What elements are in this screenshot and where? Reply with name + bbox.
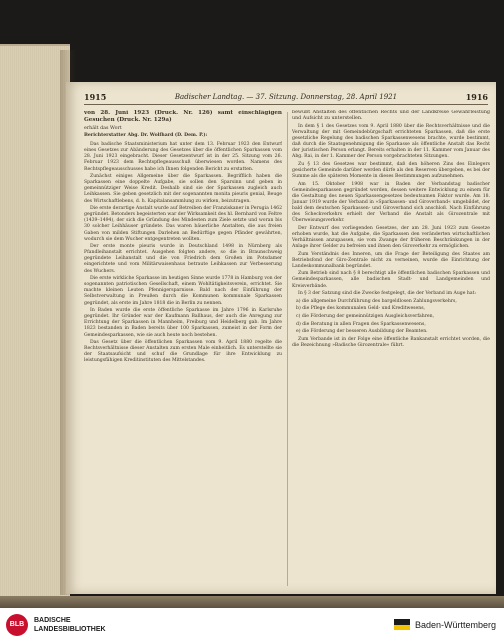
- blb-name: [34, 616, 106, 634]
- blb-name-line2: LANDESBIBLIOTHEK: [34, 625, 106, 633]
- document-page: [66, 82, 496, 594]
- bw-label: Baden-Württemberg: [414, 619, 496, 630]
- paragraph: Zum Betrieb sind nach § 8 berechtigt alle öffentlichen badischen Sparkassen und Gemeindesparkassen, alle badischen Stadt- und Landgemeinden und Kreisverbände.: [292, 271, 490, 289]
- list-item: b) die Pflege des kommunalen Geld- und Kreditwesens,: [296, 306, 426, 312]
- page-number-right: 1916: [465, 92, 488, 102]
- paragraph: Zum Verständnis des Inneren, um die Frage der Beteiligung des Staates am Betriebsfond der Giro-Zentrale nicht zu verneinen, wurde die Einrichtung der Landeskommunalbank begründet.: [292, 251, 490, 269]
- speaker-name: Berichterstatter Abg. Dr. Wolfhard (D. Dem. P.):: [84, 133, 208, 139]
- page-header: [84, 90, 488, 105]
- paragraph: In dem § 1 des Gesetzes vom 9. April 1880 über die Rechtsverhältnisse und die Verwaltung der mit Gemeindebürgschaft errichteten Sparkassen, daß die erste gesetzliche Regelung des badischen Sparkassenwesens brachte, wurde bestimmt, daß durch die Staatsgenehmigung die Sparkasse als öffentliche Anstalt das Recht der juristischen Person erlangt. Bereits erhalten in der 11. Kammer vom Januar des Abg. Rai, in der 1. Kammer der Person vorgebrachteten Sitzungen.: [292, 123, 490, 160]
- paragraph: Der erste monte pieuris wurde in Deutschland 1498 in Nürnberg als Pfandleihanstalt errichtet. Ausgehen folgten andere, so die in Braunschweig gegründete Leihanstalt und die von Friedrich dem Großen im Potsdamer eingerichtete und vom Militärwaisenhaus betraute Leihkassen zur Verbesserung des Wuchers.: [84, 244, 282, 274]
- paragraph: Zunächst einiges Allgemeine über die Sparkassen. Begrifflich haben die Sparkassen eine doppelte Aufgabe, sie sollen den Sparsinn und geben in gemeinnütziger Weise Kredit. Deshalb sind sie der Sparkassen zugleich auch Leihkassen. Sie geben gesetzlich mit der sogenannten monita pieuris genial, Beuge des Wirtschaftlebens, d. h. Kapitalansammlung zu wirken, beizutragen.: [84, 174, 282, 204]
- paragraph: Am 15. Oktober 1908 war in Baden der Verbandstag badischer Gemeindesparkassen gegründet worden, dessen weitere Entwicklung zu einem für die Gestaltung des neuen Sparkassengesetzes bedeutsamen Faktor wurde. Am 18. Januar 1919 wurde der Verband in »Sparkassen- und Giroverband« umgebildet, der bald dem deutschen Sparkassen- und Giroverband sich anschloß. Nach Einführung des Scheckverkehrs erhielt der Verband die Anstalt als Girozentrale mit Überweisungsverkehr.: [292, 181, 490, 224]
- speaker-line: [84, 133, 282, 139]
- paragraph: Zum Verbande ist in der Folge eine öffentliche Bankanstalt errichtet worden, die die Bezeichnung »Badische Girozentrale« führt.: [292, 336, 490, 348]
- paragraph: In Baden wurde die erste öffentliche Sparkasse im Jahre 1796 in Karlsruhe gegründet. Ihr Gründer war der Kaufmann Ballhaus, der auch die Anregung zur Errichtung der Sparkassen in Mannheim, Freiburg und Heidelberg gab. Im Jahre 1823 bestanden in Baden bereits über 100 Sparkassen, zumeist in der Form der Gemeindesparkassen, wie sie auch heute noch bestehen.: [84, 308, 282, 338]
- paragraph: Der Entwurf des vorliegenden Gesetzes, der am 28. Juni 1923 zum Gesetze erhoben wurde, hat die Aufgabe, die Sparkassen den veränderten wirtschaftlichen Verhältnissen anzupassen, sie vom Zwange der früheren Beschränkungen in der Anlage ihrer Gelder zu befreien und ihnen den Giroverkehr zu ermöglichen.: [292, 225, 490, 249]
- blb-branding[interactable]: [0, 614, 106, 636]
- blb-logo-icon: BLB: [6, 614, 28, 636]
- paragraph: Zu § 13 des Gesetzes war bestimmt, daß den höheren Zins des Einlegers gesicherte Gemeinde darüber werden dürfe als den Reserven übergeben, es bei der Summe als die späteren Momente in dieses Bestimmungen aufzunehmen.: [292, 161, 490, 179]
- bw-branding[interactable]: [394, 619, 504, 630]
- column-divider: [287, 112, 288, 586]
- paragraph: In § 3 der Satzung sind die Zwecke festgelegt, die der Verband im Auge hat:: [298, 291, 477, 297]
- list-item: e) die Förderung der besseren Ausbildung der Beamten.: [296, 329, 428, 335]
- bw-flag-icon: [394, 619, 410, 630]
- paragraph: Das Gesetz über die öffentlichen Sparkassen vom 9. April 1880 regelte die Rechtsverhältnisse dieser Anstalten zum ersten Male einheitlich. Es unterstellte sie der Staatsaufsicht und schuf die Grundlage für ihre Entwicklung zu leistungsfähigen Kreditinstituten des Mittelstandes.: [84, 340, 282, 364]
- running-title: Badischer Landtag. — 37. Sitzung. Donnerstag, 28. April 1921: [174, 93, 398, 101]
- paragraph: Die erste wirkliche Sparkasse im heutigen Sinne wurde 1778 in Hamburg von der sogenannten patriotischen Gesellschaft, einem Wohltätigkeitsverein, errichtet. Sie machte kleinen Leuten Pfennigersparnisse. Bald nach der Einführung der Selbstverwaltung in Preußen durch die Kommunen kommunale Sparkassen gegründet, als erste im Jahre 1818 die in Berlin zu nennen.: [84, 276, 282, 306]
- left-column: [84, 110, 282, 588]
- page-number-left: 1915: [84, 92, 107, 102]
- list-item: c) die Förderung der gemeinnützigen Ausgleichsverfahren,: [296, 313, 435, 319]
- library-footer-bar: [0, 608, 504, 641]
- paragraph: Das badische Staatsministerium hat unter dem 13. Februar 1923 den Entwurf eines Gesetzes zur Abänderung des Gesetzes über die öffentlichen Sparkassen vom 28. Juni 1923 eingebracht. Dieser Gesetzentwurf ist in der 25. Sitzung vom 26. Februar 1923 dem Rechtspflegeausschuß überwiesen worden. Namens des Rechtspflegeausschusses habe ich Ihnen folgenden Bericht zu erstatten.: [84, 142, 282, 172]
- agenda-item-title: von 28. Juni 1923 (Druck. Nr. 126) samt einschlägigen Gesuchen (Druck. Nr. 129a): [84, 110, 282, 123]
- list-item: a) die allgemeine Durchführung des bargeldlosen Zahlungsverkehrs,: [296, 298, 457, 304]
- paragraph: bewußt Anstalten des öffentlichen Rechts und der Landkreise Gewährleistung und Aufsicht zu unterstellen.: [292, 110, 490, 122]
- book-base: [0, 596, 504, 608]
- blb-name-line1: BADISCHE: [34, 616, 71, 624]
- list-item: d) die Beratung in allen Fragen des Sparkassenwesens,: [296, 321, 426, 327]
- agenda-sub: erhält das Wort: [84, 125, 122, 131]
- right-column: [292, 110, 490, 588]
- paragraph: Die erste derartige Anstalt wurde auf Betreiben der Franziskaner in Perugia 1462 gegründet. Betonders begeisterten war der Wirksamkeit des hl. Bernhard von Feltre (1439–1494), der sich die Gründung des Mindesten zum Ziele setzte und woran bis 30 solcher Leihhäuser gründete. Das waren bäuerliche Anstalten, die aus freien Gaben von milden Stiftungen Darlehen an Bedürftige gegen Pfänder gewährten, wodurch sie dem Wucher entgegentreten wollten.: [84, 206, 282, 242]
